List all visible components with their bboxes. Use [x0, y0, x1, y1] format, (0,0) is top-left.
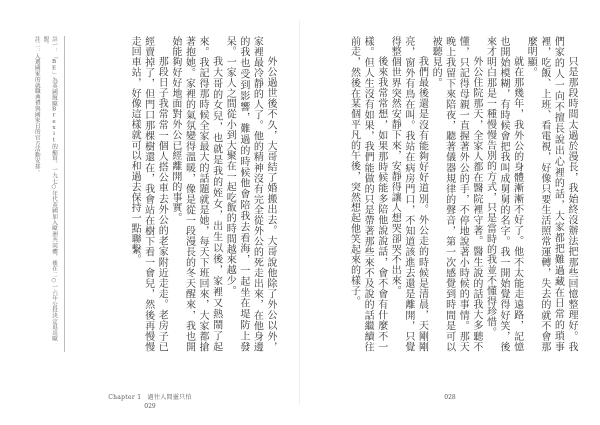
- body-paragraph: 外公住院那天，全家人都在醫院裡守著。醫生說的話我大多聽不懂，只記得母親一直握著外公的手，不停地說著小時候的事情。那天晚上我留下來陪夜，聽著儀器規律的聲音，第一次感覺到時間是可以被聽見的。: [430, 36, 482, 352]
- footnotes: [22, 36, 58, 352]
- right-page-body-text: [320, 36, 578, 352]
- footnote-divider: [64, 36, 65, 352]
- body-paragraph: 外公過世後不久，大哥結了婚搬出去。大哥說他除了外公以外，家裡最冷靜的人了。他的精神沒有完全從外公的死走出來，在他身邊的我也受到影響，難過的時候他會陪我去看海，一起坐在堤防上發呆。一家人之間從小到大聚在一起吃飯的時間越來越少。: [224, 36, 276, 352]
- left-page-footer: [0, 392, 300, 410]
- left-page-body-text: [74, 36, 277, 352]
- footnote: 註一：「BE」為英國脫歐Brexit的縮寫。一九七○年代英國加入歐洲共同體，後在二○一六年公投決定退出歐盟。: [42, 36, 57, 342]
- right-page: [300, 0, 600, 425]
- body-paragraph: 只是那段時間太過於漫長，我始終沒辦法把那些回憶整理好。我們家的人一向不擅長說出心裡的話，大家都把難過藏在日常的瑣事裡，吃飯、上班、看電視，好像只要生活照常運轉，失去的就不會那麼明顯。: [525, 36, 577, 352]
- body-paragraph: 後來我常常想，如果那時候能多陪他說說話，會不會有什麼不一樣。但人生沒有如果，我們能做的只是帶著那些來不及說的話繼續往前走，然後在某個平凡的午後，突然想起他笑起來的樣子。: [348, 36, 387, 352]
- page-number: 029: [144, 403, 156, 410]
- body-paragraph: 我們最後還是沒有能夠好好道別。外公走的時候是清晨，天剛剛亮，窗外有鳥在叫。我站在病房門口，不知道該進去還是離開，只覺得整個世界突然安靜下來，安靜得讓人想哭卻哭不出來。: [389, 36, 428, 352]
- body-paragraph: 那段日子我常常一個人搭公車去外公的老家附近走走。老房子已經賣掉了，但門口那棵樹還在，我會站在樹下看一會兒，然後再慢慢走回車站，好像這樣就可以和過去保持一點聯繫。: [129, 36, 168, 352]
- footnote: 註二：入選國家的就職典禮與國家日的官方活動安排。: [33, 36, 40, 176]
- body-paragraph: 我大哥的女兒，也就是我的姪女，出生以後，家裡又熱鬧了起來。我記得那時候全家最大的話題就是她，每天下班回來，大家都搶著抱她。家裡的氣氛變得溫暖，像是從一段漫長的冬天醒來，我也開始能夠好好地面對外公已經離開的事實。: [169, 36, 222, 352]
- body-paragraph: 就在那幾年，我外公的身體漸漸不好了。他不太能走遠路，記憶也開始模糊，有時候會把我叫成舅舅的名字。我一開始覺得好笑，後來才明白那是一種慢慢告別的方式，只是當時的我並不懂得珍惜。: [484, 36, 523, 352]
- page-number: 028: [444, 394, 456, 401]
- running-chapter-title: Chapter 1 過往人間靈只怕: [108, 394, 192, 401]
- right-page-footer: [300, 392, 600, 401]
